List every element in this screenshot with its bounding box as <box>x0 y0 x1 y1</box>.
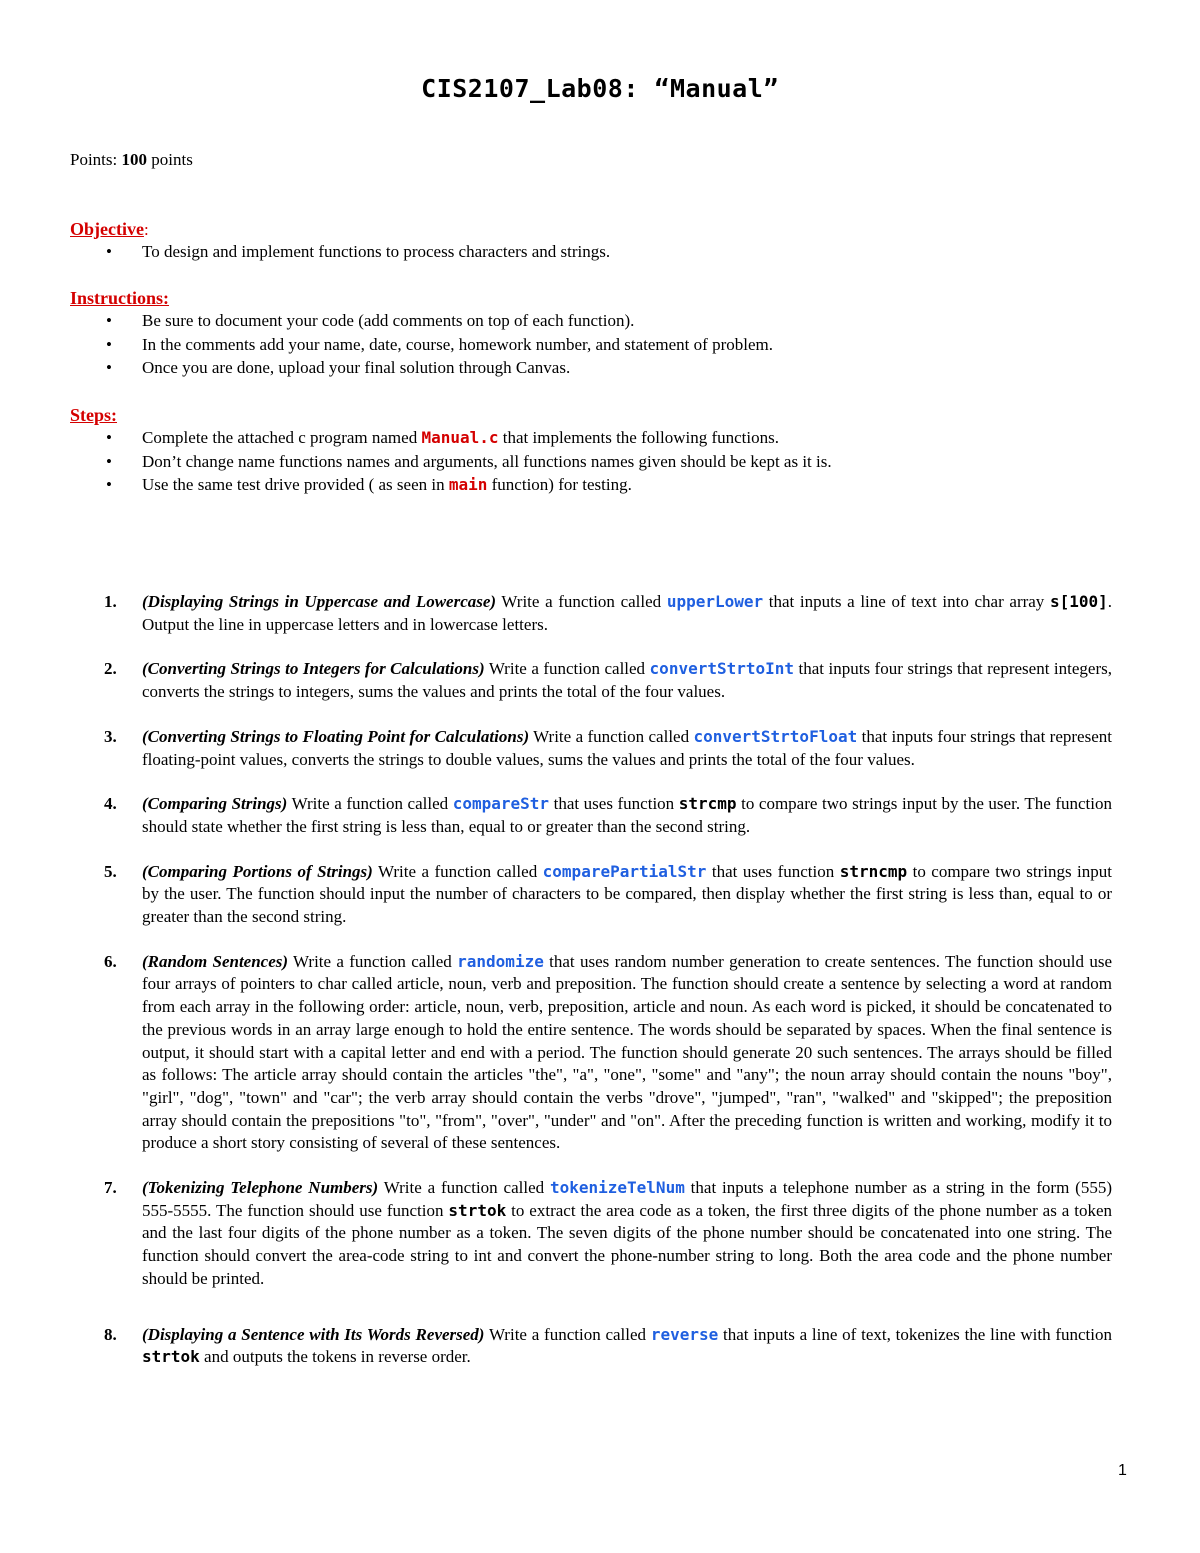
problem-item: 4. (Comparing Strings) Write a function called compareStr that uses function strcmp to compare two strings input by the user. The function should state whether the first string is less than, equal to or greater than the second string. <box>104 794 1112 836</box>
problem-item: 3. (Converting Strings to Floating Point for Calculations) Write a function called convertStrtoFloat that inputs four strings that represent floating-point values, converts the strings to double values, sums the values and prints the total of the four values. <box>104 726 1112 769</box>
list-item: • Be sure to document your code (add comments on top of each function). <box>70 309 1120 333</box>
main-code: main <box>448 475 488 494</box>
problem-item: 5. (Comparing Portions of Strings) Write a function called comparePartialStr that uses function strncmp to compare two strings input by the user. The function should input the number of characters to be compared, then display whether the first string is less than, equal to or greater than the second string. <box>104 861 1112 927</box>
objective-list <box>70 240 1120 264</box>
problem-item: 2. (Converting Strings to Integers for Calculations) Write a function called convertStrtoInt that inputs four strings that represent integers, converts the strings to integers, sums the values and prints the total of the four values. <box>104 659 1112 702</box>
function-name: convertStrtoInt <box>649 659 795 679</box>
points-line <box>70 150 193 170</box>
instructions-heading: Instructions: <box>70 288 170 308</box>
function-name: upperLower <box>666 592 764 611</box>
problem-item: 6. (Random Sentences) Write a function called randomize that uses random number generation to create sentences. The function should use four arrays of pointers to char called article, noun, verb and preposition. The function should create a sentence by selecting a word at random from each array in the following order: article, noun, verb, preposition, article and noun. As each word is picked, it should be concatenated to the previous words in an array large enough to hold the entire sentence. The words should be separated by spaces. When the final sentence is output, it should start with a capital letter and end with a period. The function should generate 20 such sentences. The arrays should be filled as follows: The article array should contain the articles "the", "a", "one", "some" and "any"; the noun array should contain the nouns "boy", "girl", "dog", "town" and "car"; the verb array should contain the verbs "drove", "jumped", "ran", "walked" and "skipped"; the preposition array should contain the prepositions "to", "from", "over", "under" and "on". After the preceding function is written and working, modify it to produce a short story consisting of several of these sentences. <box>104 951 1112 1153</box>
list-item: • Use the same test drive provided ( as seen in main function) for testing. <box>70 473 1120 497</box>
points-unit: points <box>151 150 193 169</box>
objective-heading: Objective: <box>70 219 149 239</box>
problem-item: 1. (Displaying Strings in Uppercase and Lowercase) Write a function called upperLower that inputs a line of text into char array s[100]. Output the line in uppercase letters and in lowercase letters. <box>104 592 1113 634</box>
instructions-section <box>70 287 1120 380</box>
instructions-list <box>70 309 1120 380</box>
list-item: • Don’t change name functions names and arguments, all functions names given should be kept as it is. <box>70 450 1120 474</box>
list-item: • Complete the attached c program named Manual.c that implements the following functions. <box>70 426 1120 450</box>
page-title: CIS2107_Lab08: “Manual” <box>421 74 779 103</box>
list-item: • To design and implement functions to process characters and strings. <box>70 240 1120 264</box>
objective-section <box>70 218 1120 264</box>
function-name: tokenizeTelNum <box>549 1178 685 1198</box>
points-label: Points: <box>70 150 118 169</box>
steps-list <box>70 426 1120 497</box>
function-name: randomize <box>457 951 544 971</box>
steps-section <box>70 404 1120 497</box>
list-item: • In the comments add your name, date, course, homework number, and statement of problem. <box>70 333 1120 357</box>
problem-item: 8. (Displaying a Sentence with Its Words Reversed) Write a function called reverse that inputs a line of text, tokenizes the line with function strtok and outputs the tokens in reverse order. <box>104 1324 1112 1367</box>
page-number: 1 <box>1118 1462 1127 1479</box>
function-name: convertStrtoFloat <box>693 726 858 746</box>
filename-code: Manual.c <box>421 428 499 447</box>
function-name: reverse <box>650 1324 719 1344</box>
function-name: compareStr <box>452 794 550 814</box>
function-name: comparePartialStr <box>542 861 707 881</box>
problem-item: 7. (Tokenizing Telephone Numbers) Write a function called tokenizeTelNum that inputs a telephone number as a string in the form (555) 555-5555. The function should use function strtok to extract the area code as a token, the first three digits of the phone number as a token and the last four digits of the phone number as a token. The seven digits of the phone number should be concatenated into one string. The function should convert the area-code string to int and convert the phone-number string to long. Both the area code and the phone number should be printed. <box>104 1178 1112 1288</box>
steps-heading: Steps: <box>70 405 118 425</box>
list-item: • Once you are done, upload your final solution through Canvas. <box>70 356 1120 380</box>
points-value: 100 <box>121 150 147 169</box>
problem-list <box>100 591 1112 1391</box>
